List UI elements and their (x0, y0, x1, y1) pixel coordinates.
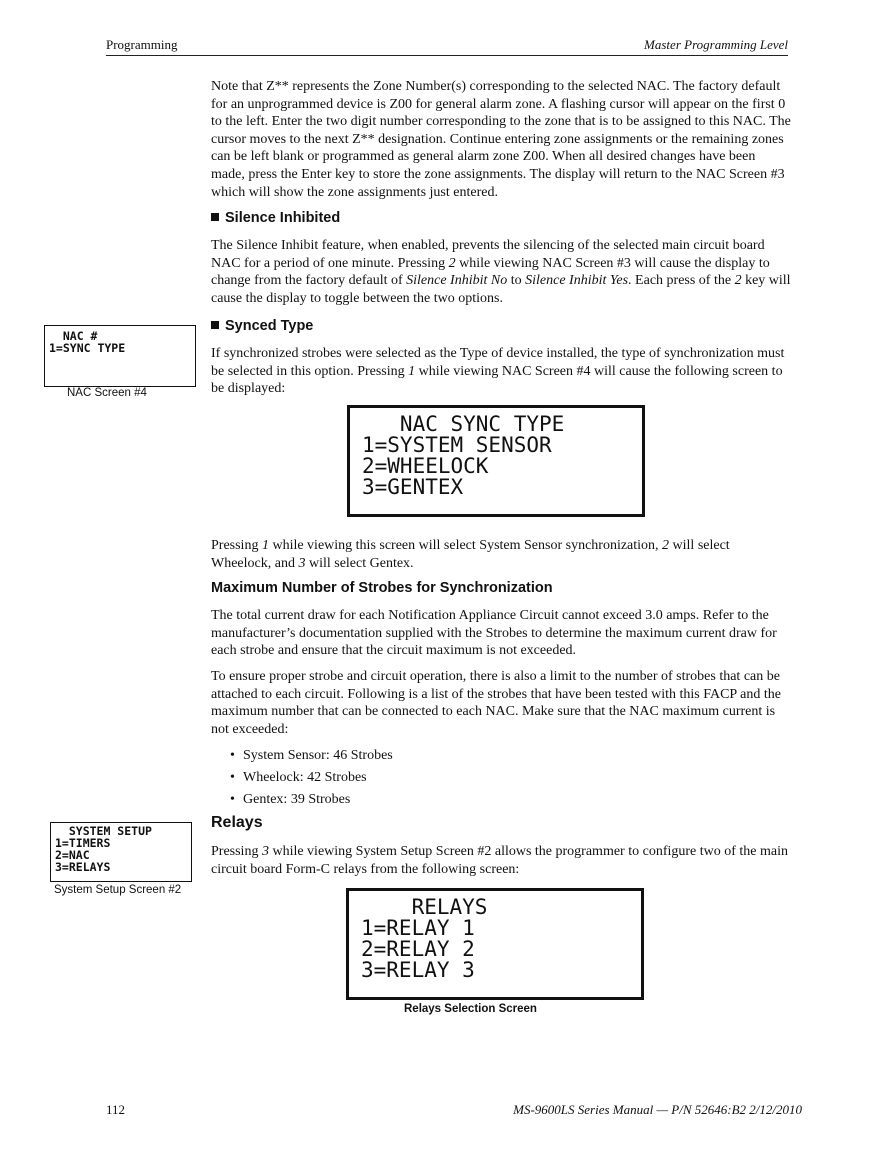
synced-type-heading: Synced Type (211, 318, 313, 334)
page-number: 112 (106, 1102, 126, 1117)
square-bullet-icon (211, 321, 219, 329)
system-setup-screen-2-caption: System Setup Screen #2 (54, 884, 182, 896)
manual-reference: MS-9600LS Series Manual — P/N 52646:B2 2/12/2010 (513, 1102, 802, 1117)
silence-inhibited-paragraph: The Silence Inhibit feature, when enabled, prevents the silencing of the selected main circuit board NAC for a period of one minute. Pressing 2 while viewing NAC Screen #3 will cause the display to change from the factory default of Silence Inhibit No to Silence Inhibit Yes. Each press of the 2 key will cause the display to toggle between the two options. (211, 238, 791, 306)
relays-selection-caption: Relays Selection Screen (404, 1003, 537, 1015)
nac-sync-type-display: NAC SYNC TYPE 1=SYSTEM SENSOR 2=WHEELOCK 3=GENTEX (347, 405, 645, 517)
synced-type-paragraph: If synchronized strobes were selected as the Type of device installed, the type of synchronization must be selected in this option. Pressing 1 while viewing NAC Screen #4 will cause the following screen to be displayed: (211, 346, 785, 397)
nac-screen-4-caption: NAC Screen #4 (67, 387, 147, 399)
max-strobes-paragraph-1: The total current draw for each Notification Appliance Circuit cannot exceed 3.0 amps. Refer to the manufacturer’s documentation supplied with the Strobes to determine the maximum current draw for each strobe and ensure that the circuit maximum is not exceeded. (211, 608, 777, 659)
max-strobes-heading: Maximum Number of Strobes for Synchronization (211, 580, 553, 596)
header-chapter-title: Master Programming Level (644, 37, 788, 52)
nac-screen-4-display: NAC # 1=SYNC TYPE (44, 325, 196, 387)
list-item: • System Sensor: 46 Strobes (227, 747, 787, 765)
header-rule (106, 55, 788, 56)
relays-selection-display: RELAYS 1=RELAY 1 2=RELAY 2 3=RELAY 3 (346, 888, 644, 1000)
square-bullet-icon (211, 213, 219, 221)
relays-paragraph: Pressing 3 while viewing System Setup Screen #2 allows the programmer to configure two of the main circuit board Form-C relays from the following screen: (211, 844, 789, 877)
list-item: • Wheelock: 42 Strobes (227, 769, 787, 787)
list-item: • Gentex: 39 Strobes (227, 791, 787, 809)
intro-paragraph: Note that Z** represents the Zone Number(s) corresponding to the selected NAC. The factory default for an unprogrammed device is Z00 for general alarm zone. A flashing cursor will appear on the first 0 to the left. Enter the two digit number corresponding to the zone that is to be assigned to this NAC. The cursor moves to the next Z** designation. Continue entering zone assignments or the remaining zones can be left blank or programmed as general alarm zone Z00. When all desired changes have been made, press the Enter key to store the zone assignments. The display will return to the NAC Screen #3 which will show the zone assignments just entered. (211, 79, 791, 200)
sync-selection-paragraph: Pressing 1 while viewing this screen will select System Sensor synchronization, 2 will select Wheelock, and 3 will select Gentex. (211, 538, 730, 571)
header-section-title: Programming (106, 37, 178, 52)
max-strobes-paragraph-2: To ensure proper strobe and circuit operation, there is also a limit to the number of strobes that can be attached to each circuit. Following is a list of the strobes that have been tested with this FACP and the maximum number that can be connected to each NAC. Make sure that the NAC maximum current is not exceeded: (211, 669, 781, 737)
strobe-list (227, 747, 787, 813)
system-setup-screen-2-display: SYSTEM SETUP 1=TIMERS 2=NAC 3=RELAYS (50, 822, 192, 882)
relays-heading: Relays (211, 814, 263, 831)
silence-inhibited-heading: Silence Inhibited (211, 210, 340, 226)
